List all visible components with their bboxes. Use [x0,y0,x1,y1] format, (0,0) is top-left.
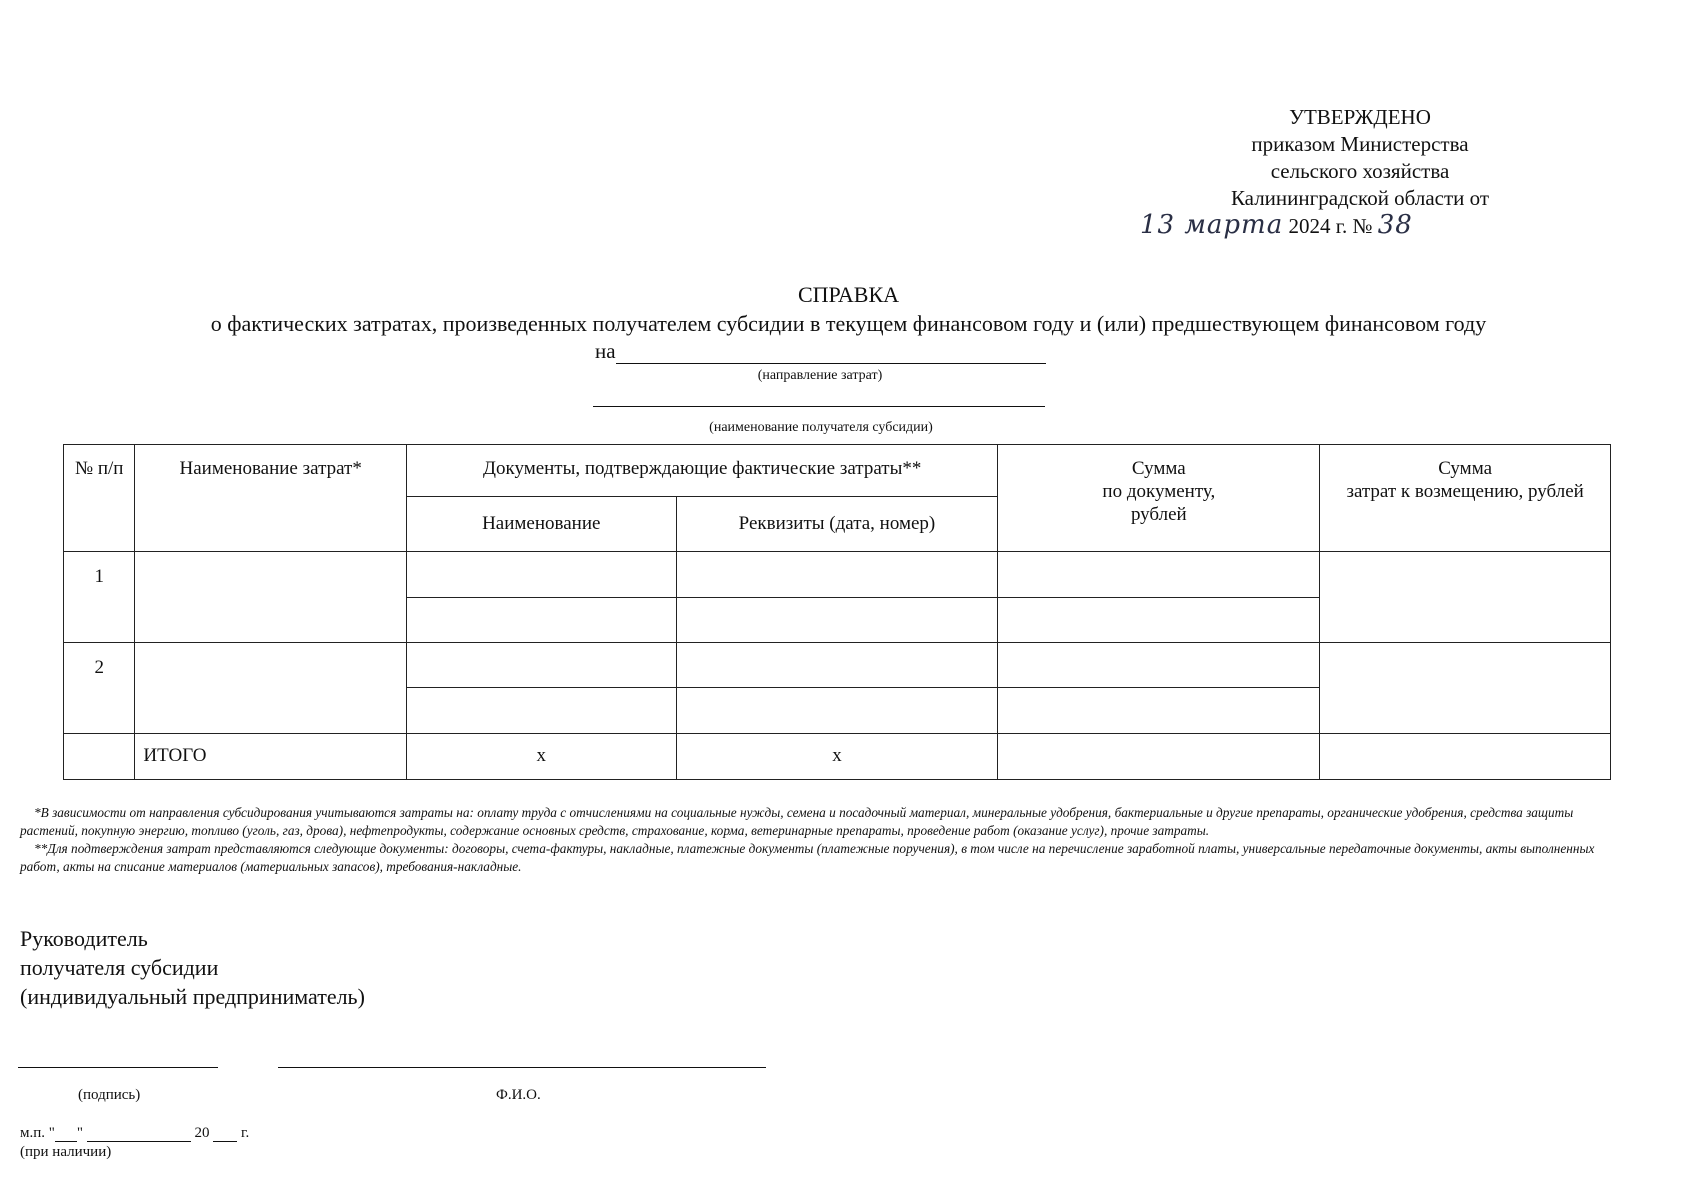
doc-req-cell[interactable] [676,551,998,597]
doc-req-cell[interactable] [676,688,998,733]
stamp-note: (при наличии) [20,1144,112,1160]
header-docs-req: Реквизиты (дата, номер) [676,497,998,551]
direction-row [595,339,1055,364]
month-field[interactable] [87,1127,191,1142]
header-num: № п/п [64,445,135,552]
header-docs-name: Наименование [406,497,676,551]
total-sum-reimb-cell[interactable] [1320,733,1611,779]
sum-doc-cell[interactable] [998,598,1320,642]
caption-recipient: (наименование получателя субсидии) [709,420,933,435]
signature-block [20,924,365,1011]
prefix-na: на [595,339,616,363]
approval-block [1180,104,1540,212]
signature-line[interactable] [18,1067,218,1068]
doc-name-cell[interactable] [406,551,676,597]
signer-title-1: Руководитель [20,926,148,951]
approval-line-region: Калининградской области от [1230,186,1490,210]
handwritten-number: 38 [1377,210,1413,240]
header-sum-doc: Сумма по документу, рублей [998,445,1320,552]
day-field[interactable] [55,1127,77,1142]
stamp-prefix: м.п. " [20,1125,55,1141]
caption-signature: (подпись) [78,1087,141,1103]
header-row-1 [64,445,1611,497]
row-num: 1 [64,551,135,642]
total-row [64,733,1611,779]
sum-doc-cell[interactable] [998,688,1320,733]
stamp-year-prefix: 20 [194,1125,210,1141]
sum-reimb-cell[interactable] [1320,551,1611,642]
header-sum-reimb: Сумма затрат к возмещению, рублей [1320,445,1611,552]
doc-name-cell[interactable] [406,688,676,733]
document-subtitle: о фактических затратах, произведенных получателем субсидии в текущем финансовом году и (или) предшествующем финансовом году [210,311,1487,336]
stamp-quote: " [76,1125,84,1141]
stamp-date-row [20,1125,249,1142]
table-row [64,551,1611,597]
signer-title-2: получателя субсидии [20,955,219,980]
costs-table [63,444,1611,780]
fio-line[interactable] [278,1067,766,1068]
total-docs-name: х [406,733,676,779]
document-title: СПРАВКА [797,282,900,307]
caption-fio: Ф.И.О. [496,1087,541,1103]
doc-req-cell[interactable] [676,598,998,642]
footnote-documents: **Для подтверждения затрат представляются следующие документы: договоры, счета-фактуры, накладные, платежные документы (платежные поручения), в том числе на перечисление заработной платы, универсальные передаточные документы, акты выполненных работ, акты на списание материалов (материальных запасов), требования-накладные. [20,841,1595,874]
footnotes [20,804,1632,876]
cost-name-cell[interactable] [135,551,407,642]
total-label: ИТОГО [135,733,407,779]
approval-year-text: 2024 г. № [1288,214,1373,238]
handwritten-date: 13 марта [1140,210,1284,240]
header-cost-name: Наименование затрат* [135,445,407,552]
direction-field[interactable] [616,341,1046,364]
recipient-field[interactable] [593,406,1045,407]
total-num-cell [64,733,135,779]
approval-title: УТВЕРЖДЕНО [1289,105,1431,129]
row-num: 2 [64,642,135,733]
sum-reimb-cell[interactable] [1320,642,1611,733]
doc-name-cell[interactable] [406,642,676,687]
caption-direction: (направление затрат) [757,368,883,383]
sum-doc-cell[interactable] [998,642,1320,687]
stamp-suffix: г. [241,1125,250,1141]
year-field[interactable] [213,1127,237,1142]
approval-line-ministry: сельского хозяйства [1270,159,1450,183]
cost-name-cell[interactable] [135,642,407,733]
sum-doc-cell[interactable] [998,551,1320,597]
total-sum-doc-cell[interactable] [998,733,1320,779]
header-docs: Документы, подтверждающие фактические затраты** [406,445,997,497]
table-row [64,642,1611,687]
approval-line-order: приказом Министерства [1251,132,1469,156]
approval-date-line [1140,210,1500,240]
footnote-costs: *В зависимости от направления субсидирования учитываются затраты на: оплату труда с отчислениями на социальные нужды, семена и посадочный материал, минеральные удобрения, бактериальные и другие препараты, органические удобрения, средства защиты растений, покупную энергию, топливо (уголь, газ, дрова), нефтепродукты, содержание основных средств, страхование, корма, ветеринарные препараты, проведение работ (оказание услуг), прочие затраты. [20,805,1574,838]
doc-name-cell[interactable] [406,598,676,642]
total-docs-req: х [676,733,998,779]
signer-title-3: (индивидуальный предприниматель) [20,984,365,1009]
doc-req-cell[interactable] [676,642,998,687]
